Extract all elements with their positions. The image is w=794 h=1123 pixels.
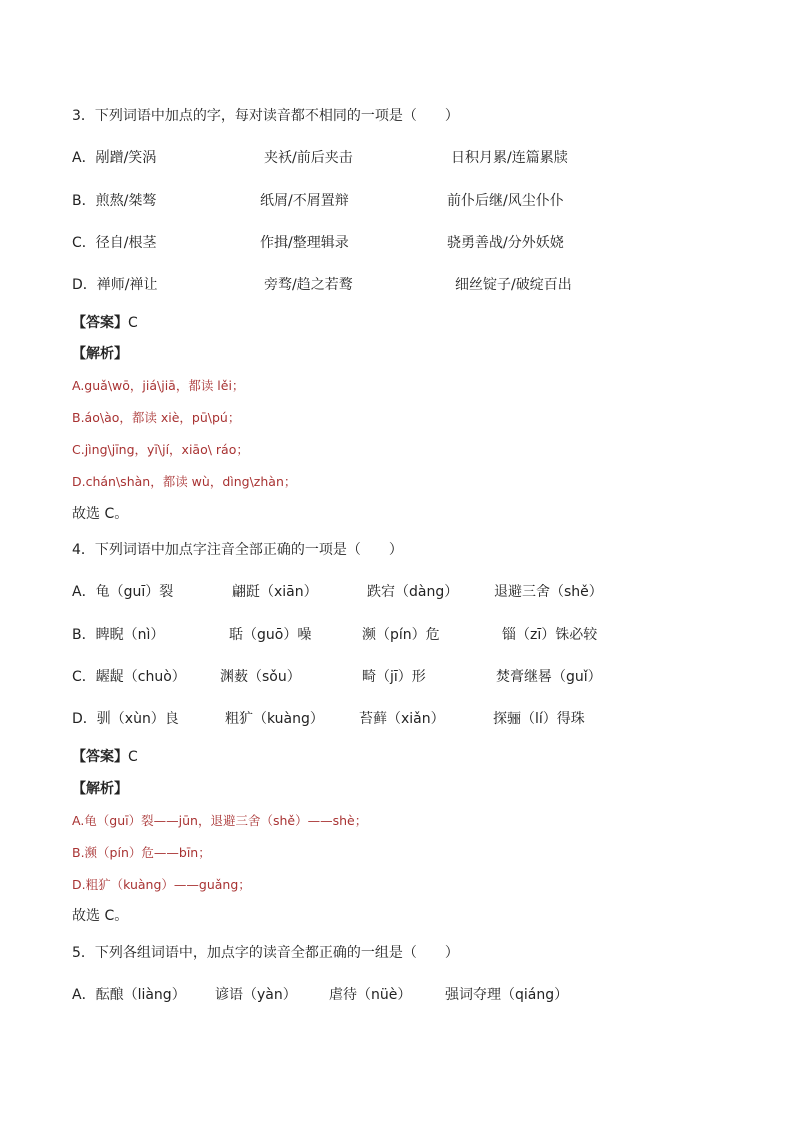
q4-a-2: 翩跹（xiān） [232,584,318,600]
q4-analysis-line: A.龟（guī）裂——jūn，退避三舍（shě）——shè； [72,813,368,828]
q4-a-1: A．龟（guī）裂 [72,584,174,600]
q5-a-2: 谚语（yàn） [215,987,297,1003]
q3-c-2: 作揖/整理辑录 [260,235,349,251]
q5-a-4: 强词夺理（qiáng） [445,987,569,1003]
question-4-stem: 4．下列词语中加点字注音全部正确的一项是（ ） [72,542,403,558]
q3-c-1: C．径自/根茎 [72,235,157,251]
q3-b-2: 纸屑/不屑置辩 [260,193,349,209]
q4-a-3: 跌宕（dàng） [367,584,459,600]
q4-analysis-tag: 【解析】 [72,781,128,797]
answer-tag: 【答案】 [72,315,128,331]
q4-b-2: 聒（guō）噪 [229,627,312,643]
q3-b-1: B．煎熬/桀骜 [72,193,157,209]
q3-analysis-line: C.jìng\jīng，yī\jí，xiāo\ ráo； [72,442,249,457]
q3-analysis-line: B.áo\ào，都读 xiè，pū\pú； [72,410,241,425]
q3-b-3: 前仆后继/风尘仆仆 [447,193,564,209]
q4-c-1: C．龌龊（chuò） [72,669,186,685]
q4-answer [72,747,138,767]
q3-a-3: 日积月累/连篇累牍 [451,150,568,166]
q4-a-4: 退避三舍（shě） [494,584,603,600]
q4-c-3: 畸（jī）形 [362,669,426,685]
question-5-stem: 5．下列各组词语中，加点字的读音全都正确的一组是（ ） [72,945,459,961]
q4-analysis-line: D.粗犷（kuàng）——guǎng； [72,877,251,892]
q4-c-2: 渊薮（sǒu） [220,669,301,685]
q4-analysis-line: B.濒（pín）危——bīn； [72,845,211,860]
q3-d-2: 旁骛/趋之若鹜 [264,277,353,293]
q3-c-3: 骁勇善战/分外妖娆 [447,235,564,251]
q4-b-1: B．睥睨（nì） [72,627,165,643]
q3-a-1: A．剐蹭/笑涡 [72,150,157,166]
q3-analysis-line: A.guǎ\wō，jiá\jiā，都读 lěi； [72,378,245,393]
answer-tag: 【答案】 [72,749,128,765]
q3-analysis-line: D.chán\shàn，都读 wù，dìng\zhàn； [72,474,297,489]
q4-conclusion: 故选 C。 [72,908,129,924]
q3-analysis-tag: 【解析】 [72,346,128,362]
answer-value: C [128,749,138,765]
answer-value: C [128,315,138,331]
question-3-stem: 3．下列词语中加点的字，每对读音都不相同的一项是（ ） [72,108,459,124]
q4-d-3: 苔藓（xiǎn） [359,711,445,727]
q3-d-1: D．禅师/禅让 [72,277,158,293]
q3-conclusion: 故选 C。 [72,506,129,522]
q3-answer [72,313,138,333]
q5-a-1: A．酝酿（liàng） [72,987,186,1003]
q4-d-2: 粗犷（kuàng） [225,711,324,727]
q3-a-2: 夹袄/前后夹击 [264,150,353,166]
q3-d-3: 细丝锭子/破绽百出 [455,277,572,293]
q4-c-4: 焚膏继晷（guǐ） [496,669,602,685]
q4-b-4: 锱（zī）铢必较 [502,627,598,643]
q5-a-3: 虐待（nüè） [329,987,412,1003]
q4-d-1: D．驯（xùn）良 [72,711,179,727]
q4-b-3: 濒（pín）危 [362,627,440,643]
q4-d-4: 探骊（lí）得珠 [493,711,585,727]
